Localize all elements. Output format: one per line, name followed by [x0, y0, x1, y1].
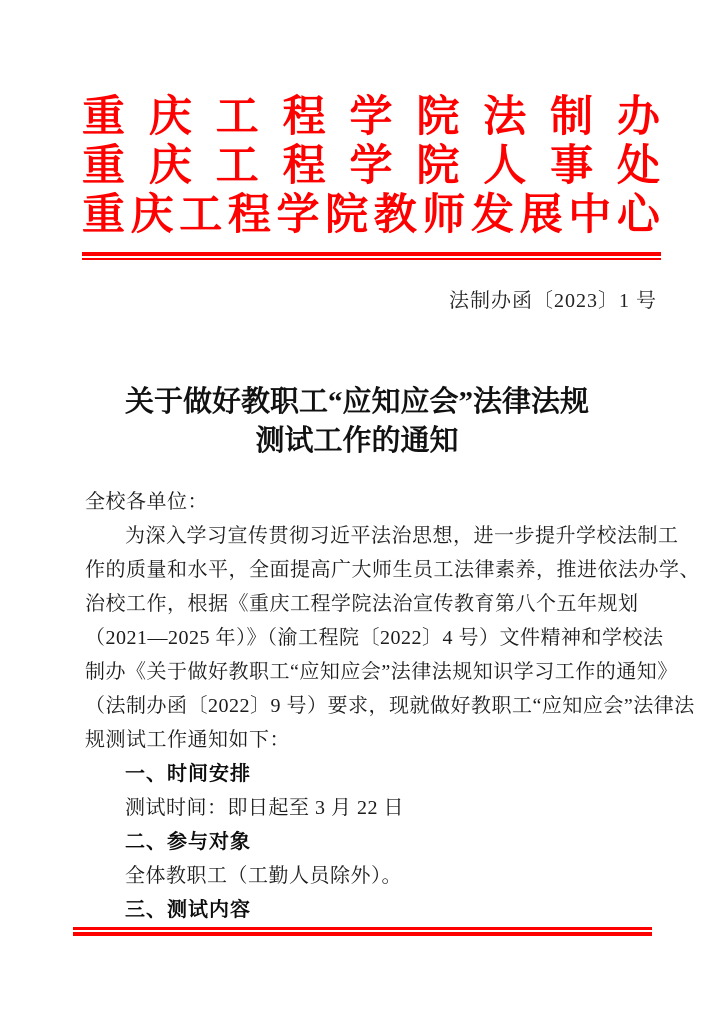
paragraph-line: 规测试工作通知如下：	[85, 729, 290, 751]
section-heading-participants: 二、参与对象	[125, 831, 251, 853]
paragraph-line: （法制办函〔2022〕9 号）要求，现就做好教职工“应知应会”法律法	[85, 695, 695, 717]
document-number: 法制办函〔2023〕1 号	[449, 290, 657, 312]
section-heading-test-content: 三、测试内容	[125, 899, 251, 921]
section-content-time: 测试时间：即日起至 3 月 22 日	[125, 797, 404, 819]
document-title-line-2: 测试工作的通知	[255, 425, 459, 457]
paragraph-line: 为深入学习宣传贯彻习近平法治思想，进一步提升学校法制工	[125, 525, 679, 547]
letterhead-line-3: 重 庆 工 程 学 院 教 师 发 展 中 心	[82, 192, 660, 239]
footer-red-rule	[73, 927, 652, 936]
letterhead	[82, 93, 660, 240]
document-title-line-1: 关于做好教职工“应知应会”法律法规	[124, 386, 589, 418]
paragraph-line: 治校工作，根据《重庆工程学院法治宣传教育第八个五年规划	[85, 593, 639, 615]
paragraph-line: 作的质量和水平，全面提高广大师生员工法律素养，推进依法办学、	[85, 559, 700, 581]
paragraph-line: 制办《关于做好教职工“应知应会”法律法规知识学习工作的通知》	[85, 661, 678, 683]
letterhead-line-1: 重 庆 工 程 学 院 法 制 办	[82, 94, 660, 141]
letterhead-line-2: 重 庆 工 程 学 院 人 事 处	[82, 143, 660, 190]
salutation: 全校各单位：	[85, 491, 208, 513]
document-title	[0, 383, 714, 461]
document-body	[85, 485, 700, 927]
section-heading-time: 一、时间安排	[125, 763, 251, 785]
paragraph-line: （2021—2025 年）》（渝工程院〔2022〕4 号）文件精神和学校法	[85, 627, 664, 649]
header-red-rule	[82, 252, 661, 260]
section-content-participants: 全体教职工（工勤人员除外）。	[125, 865, 402, 887]
